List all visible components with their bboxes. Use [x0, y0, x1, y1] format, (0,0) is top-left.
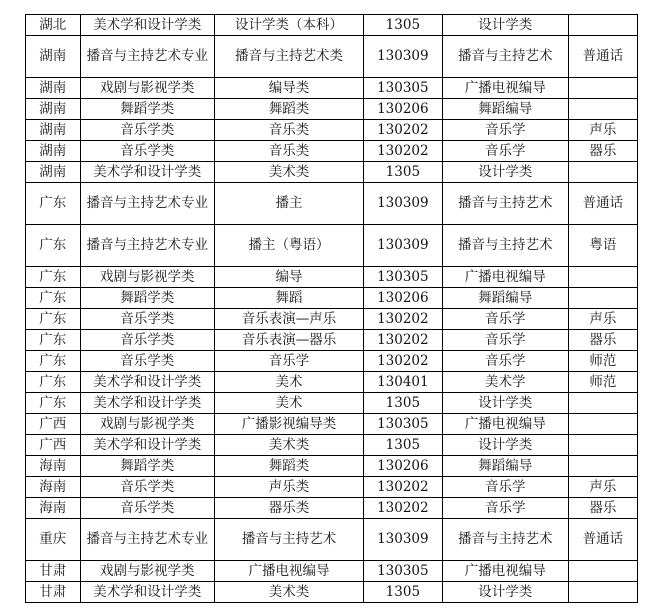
table-row [26, 519, 638, 561]
note-cell: 普通话 [568, 183, 637, 225]
table-row [26, 309, 638, 330]
major-name-cell: 播音与主持艺术 [442, 225, 568, 267]
category-cell: 播音与主持艺术专业 [80, 36, 214, 78]
category-cell: 音乐学类 [80, 498, 214, 519]
major-name-cell: 音乐学 [442, 498, 568, 519]
province-cell: 湖南 [26, 162, 81, 183]
table-row [26, 393, 638, 414]
major-code-cell: 130206 [364, 456, 443, 477]
table-row [26, 120, 638, 141]
major-code-cell: 1305 [364, 162, 443, 183]
exam-category-cell: 舞蹈类 [214, 456, 363, 477]
note-cell: 器乐 [568, 330, 637, 351]
province-cell: 广东 [26, 183, 81, 225]
major-name-cell: 音乐学 [442, 330, 568, 351]
major-code-cell: 1305 [364, 582, 443, 603]
note-cell [568, 15, 637, 36]
note-cell [568, 78, 637, 99]
province-cell: 湖南 [26, 141, 81, 162]
category-cell: 舞蹈学类 [80, 99, 214, 120]
major-name-cell: 设计学类 [442, 162, 568, 183]
table-row [26, 15, 638, 36]
major-name-cell: 播音与主持艺术 [442, 36, 568, 78]
category-cell: 戏剧与影视学类 [80, 561, 214, 582]
category-cell: 音乐学类 [80, 477, 214, 498]
exam-category-cell: 音乐表演—器乐 [214, 330, 363, 351]
table-row [26, 162, 638, 183]
exam-category-cell: 设计学类（本科） [214, 15, 363, 36]
note-cell [568, 162, 637, 183]
exam-category-cell: 声乐类 [214, 477, 363, 498]
major-code-cell: 130202 [364, 141, 443, 162]
major-code-cell: 130305 [364, 78, 443, 99]
major-name-cell: 设计学类 [442, 393, 568, 414]
province-cell: 广东 [26, 309, 81, 330]
category-cell: 美术学和设计学类 [80, 435, 214, 456]
table-row [26, 456, 638, 477]
exam-category-cell: 舞蹈类 [214, 99, 363, 120]
major-name-cell: 广播电视编导 [442, 561, 568, 582]
table-row [26, 36, 638, 78]
category-cell: 戏剧与影视学类 [80, 414, 214, 435]
province-cell: 广东 [26, 393, 81, 414]
province-cell: 甘肃 [26, 561, 81, 582]
major-code-cell: 1305 [364, 15, 443, 36]
major-name-cell: 设计学类 [442, 582, 568, 603]
exam-category-cell: 美术 [214, 372, 363, 393]
exam-category-cell: 播主（粤语） [214, 225, 363, 267]
exam-category-cell: 音乐类 [214, 120, 363, 141]
category-cell: 音乐学类 [80, 330, 214, 351]
table-row [26, 561, 638, 582]
major-name-cell: 音乐学 [442, 309, 568, 330]
exam-category-cell: 音乐学 [214, 351, 363, 372]
note-cell [568, 435, 637, 456]
exam-category-cell: 编导 [214, 267, 363, 288]
exam-category-cell: 广播影视编导类 [214, 414, 363, 435]
major-name-cell: 舞蹈编导 [442, 99, 568, 120]
province-cell: 重庆 [26, 519, 81, 561]
province-cell: 广西 [26, 414, 81, 435]
province-cell: 广东 [26, 225, 81, 267]
category-cell: 美术学和设计学类 [80, 582, 214, 603]
province-cell: 湖南 [26, 120, 81, 141]
province-cell: 广东 [26, 267, 81, 288]
major-code-cell: 130206 [364, 99, 443, 120]
category-cell: 戏剧与影视学类 [80, 267, 214, 288]
note-cell: 普通话 [568, 36, 637, 78]
major-name-cell: 播音与主持艺术 [442, 519, 568, 561]
category-cell: 舞蹈学类 [80, 288, 214, 309]
major-code-cell: 130309 [364, 36, 443, 78]
province-cell: 广西 [26, 435, 81, 456]
note-cell: 声乐 [568, 309, 637, 330]
table-row [26, 267, 638, 288]
note-cell: 器乐 [568, 498, 637, 519]
category-cell: 美术学和设计学类 [80, 372, 214, 393]
province-cell: 海南 [26, 477, 81, 498]
province-cell: 海南 [26, 498, 81, 519]
province-cell: 广东 [26, 351, 81, 372]
province-cell: 甘肃 [26, 582, 81, 603]
category-cell: 音乐学类 [80, 120, 214, 141]
note-cell [568, 414, 637, 435]
major-code-cell: 130202 [364, 351, 443, 372]
major-code-cell: 130202 [364, 498, 443, 519]
category-cell: 美术学和设计学类 [80, 162, 214, 183]
major-code-cell: 130202 [364, 309, 443, 330]
note-cell: 普通话 [568, 519, 637, 561]
major-name-cell: 音乐学 [442, 120, 568, 141]
major-code-cell: 130305 [364, 414, 443, 435]
major-code-cell: 1305 [364, 393, 443, 414]
category-cell: 音乐学类 [80, 309, 214, 330]
category-cell: 播音与主持艺术专业 [80, 519, 214, 561]
province-cell: 湖南 [26, 36, 81, 78]
category-cell: 播音与主持艺术专业 [80, 225, 214, 267]
note-cell: 粤语 [568, 225, 637, 267]
province-cell: 广东 [26, 330, 81, 351]
exam-category-cell: 广播电视编导 [214, 561, 363, 582]
major-name-cell: 音乐学 [442, 477, 568, 498]
major-name-cell: 设计学类 [442, 15, 568, 36]
major-code-cell: 130202 [364, 330, 443, 351]
province-cell: 广东 [26, 288, 81, 309]
category-cell: 美术学和设计学类 [80, 393, 214, 414]
exam-category-cell: 播音与主持艺术类 [214, 36, 363, 78]
exam-category-cell: 舞蹈 [214, 288, 363, 309]
exam-category-cell: 美术类 [214, 582, 363, 603]
province-cell: 湖北 [26, 15, 81, 36]
table-row [26, 288, 638, 309]
admissions-table [25, 14, 638, 603]
note-cell [568, 582, 637, 603]
major-name-cell: 舞蹈编导 [442, 456, 568, 477]
note-cell [568, 456, 637, 477]
note-cell: 声乐 [568, 477, 637, 498]
major-code-cell: 130305 [364, 267, 443, 288]
major-name-cell: 广播电视编导 [442, 414, 568, 435]
exam-category-cell: 音乐类 [214, 141, 363, 162]
table-row [26, 372, 638, 393]
major-code-cell: 130202 [364, 120, 443, 141]
major-name-cell: 美术学 [442, 372, 568, 393]
major-code-cell: 130309 [364, 183, 443, 225]
category-cell: 音乐学类 [80, 141, 214, 162]
exam-category-cell: 美术类 [214, 435, 363, 456]
category-cell: 戏剧与影视学类 [80, 78, 214, 99]
table-row [26, 183, 638, 225]
table-row [26, 582, 638, 603]
category-cell: 舞蹈学类 [80, 456, 214, 477]
note-cell [568, 99, 637, 120]
exam-category-cell: 美术 [214, 393, 363, 414]
exam-category-cell: 播音与主持艺术 [214, 519, 363, 561]
major-name-cell: 设计学类 [442, 435, 568, 456]
province-cell: 海南 [26, 456, 81, 477]
table-body [26, 15, 638, 603]
category-cell: 美术学和设计学类 [80, 15, 214, 36]
exam-category-cell: 美术类 [214, 162, 363, 183]
exam-category-cell: 播主 [214, 183, 363, 225]
major-code-cell: 130309 [364, 519, 443, 561]
table-row [26, 141, 638, 162]
province-cell: 湖南 [26, 99, 81, 120]
major-code-cell: 130401 [364, 372, 443, 393]
exam-category-cell: 音乐表演—声乐 [214, 309, 363, 330]
table-row [26, 498, 638, 519]
major-name-cell: 广播电视编导 [442, 267, 568, 288]
major-name-cell: 音乐学 [442, 141, 568, 162]
table-row [26, 225, 638, 267]
major-code-cell: 130305 [364, 561, 443, 582]
major-name-cell: 播音与主持艺术 [442, 183, 568, 225]
major-code-cell: 1305 [364, 435, 443, 456]
province-cell: 湖南 [26, 78, 81, 99]
note-cell [568, 267, 637, 288]
note-cell [568, 393, 637, 414]
major-name-cell: 音乐学 [442, 351, 568, 372]
note-cell [568, 561, 637, 582]
table-row [26, 99, 638, 120]
province-cell: 广东 [26, 372, 81, 393]
note-cell: 师范 [568, 372, 637, 393]
exam-category-cell: 器乐类 [214, 498, 363, 519]
category-cell: 播音与主持艺术专业 [80, 183, 214, 225]
category-cell: 音乐学类 [80, 351, 214, 372]
note-cell: 器乐 [568, 141, 637, 162]
note-cell [568, 288, 637, 309]
table-row [26, 435, 638, 456]
table-row [26, 414, 638, 435]
note-cell: 声乐 [568, 120, 637, 141]
note-cell: 师范 [568, 351, 637, 372]
major-name-cell: 舞蹈编导 [442, 288, 568, 309]
table-row [26, 78, 638, 99]
table-row [26, 351, 638, 372]
major-code-cell: 130206 [364, 288, 443, 309]
major-code-cell: 130309 [364, 225, 443, 267]
table-row [26, 477, 638, 498]
major-code-cell: 130202 [364, 477, 443, 498]
table-row [26, 330, 638, 351]
exam-category-cell: 编导类 [214, 78, 363, 99]
major-name-cell: 广播电视编导 [442, 78, 568, 99]
